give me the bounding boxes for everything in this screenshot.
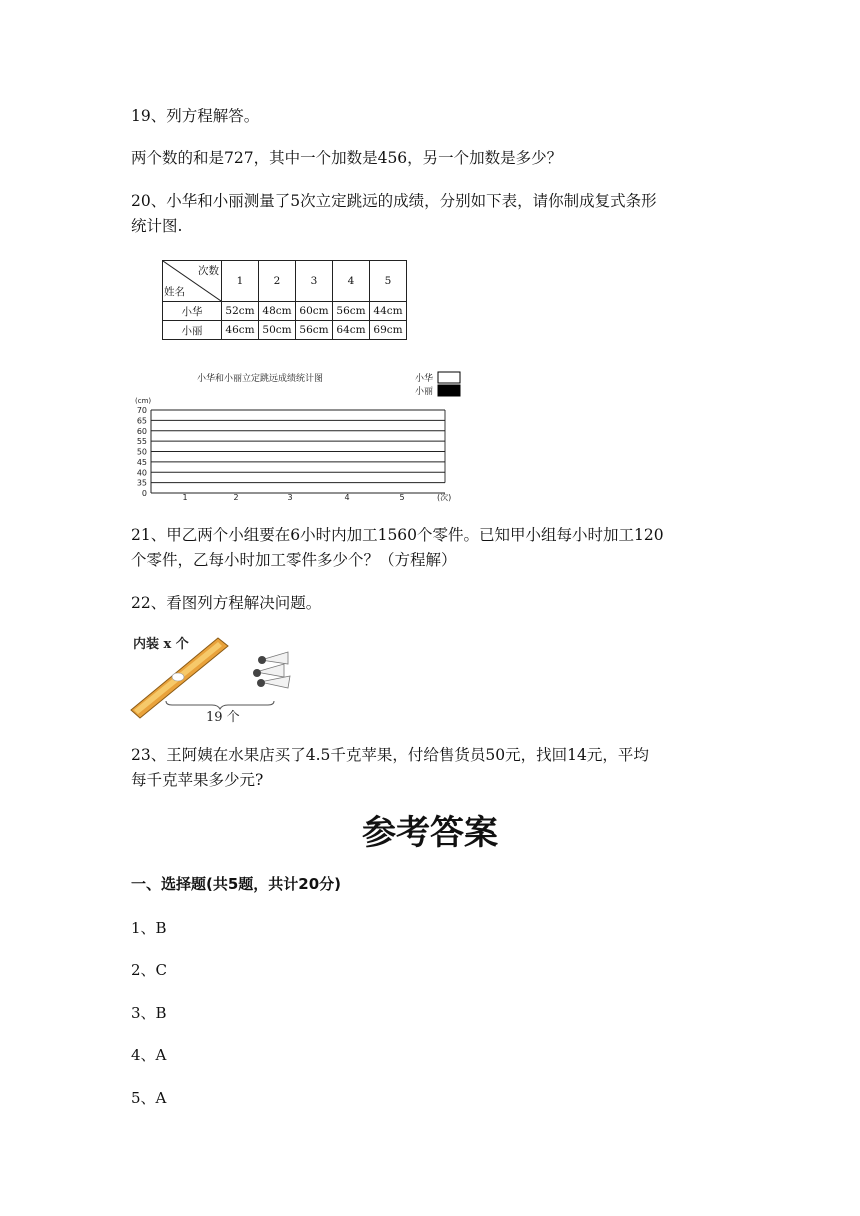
table-cell: 52cm xyxy=(222,302,259,321)
table-row xyxy=(163,302,407,321)
x-tick-label: 3 xyxy=(287,493,293,502)
q21-line1: 21、甲乙两个小组要在6小时内加工1560个零件。已知甲小组每小时加工120 xyxy=(131,526,664,544)
x-tick-label: 5 xyxy=(399,493,405,502)
shuttlecock-icon xyxy=(253,652,290,688)
y-tick-label: 45 xyxy=(136,457,147,467)
y-tick-label: 70 xyxy=(136,406,147,415)
row-name: 小华 xyxy=(163,302,222,321)
tube-label: 内装 x 个 xyxy=(133,637,189,652)
y-tick-label: 50 xyxy=(136,447,147,457)
table-cell: 60cm xyxy=(296,302,333,321)
y-tick-label: 35 xyxy=(136,478,147,488)
table-cell: 56cm xyxy=(333,302,370,321)
table-cell: 50cm xyxy=(259,321,296,340)
q20-line1: 20、小华和小丽测量了5次立定跳远的成绩，分别如下表，请你制成复式条形 xyxy=(131,192,657,210)
row-name: 小丽 xyxy=(163,321,222,340)
answer-item: 1、B xyxy=(131,919,167,937)
y-tick-label: 60 xyxy=(136,426,147,436)
table-corner-cell xyxy=(163,261,222,302)
x-tick-label: 2 xyxy=(233,493,239,502)
q23-line1: 23、王阿姨在水果店买了4.5千克苹果，付给售货员50元，找回14元，平均 xyxy=(131,746,649,764)
chart-title: 小华和小丽立定跳远成绩统计图 xyxy=(197,374,324,384)
table-cell: 46cm xyxy=(222,321,259,340)
column-header: 5 xyxy=(370,261,407,302)
answer-section-heading: 一、选择题(共5题，共计20分) xyxy=(131,875,342,893)
table-cell: 56cm xyxy=(296,321,333,340)
y-tick-label: 0 xyxy=(141,489,147,498)
corner-bottom-label: 姓名 xyxy=(164,286,185,298)
corner-top-label: 次数 xyxy=(198,265,219,277)
x-tick-label: 4 xyxy=(344,493,350,502)
legend-swatch xyxy=(438,372,460,383)
q19-body: 两个数的和是727，其中一个加数是456，另一个加数是多少？ xyxy=(131,149,563,167)
score-table xyxy=(162,260,407,340)
column-header: 4 xyxy=(333,261,370,302)
x-axis-unit: (次) xyxy=(437,493,452,502)
table-cell: 64cm xyxy=(333,321,370,340)
table-row xyxy=(163,321,407,340)
badminton-tube-picture xyxy=(128,630,313,725)
legend-label: 小华 xyxy=(415,374,434,384)
answer-title: 参考答案 xyxy=(362,813,498,853)
brace xyxy=(166,701,274,709)
column-header: 3 xyxy=(296,261,333,302)
q19-title: 19、列方程解答。 xyxy=(131,107,260,125)
q20-line2: 统计图. xyxy=(131,217,183,235)
q21-line2: 个零件，乙每小时加工零件多少个？（方程解） xyxy=(131,551,457,569)
column-header: 1 xyxy=(222,261,259,302)
legend-label: 小丽 xyxy=(415,387,434,397)
brace-label: 19 个 xyxy=(206,710,240,725)
x-tick-label: 1 xyxy=(182,493,188,502)
q23-line2: 每千克苹果多少元? xyxy=(131,771,264,789)
column-header: 2 xyxy=(259,261,296,302)
q22-title: 22、看图列方程解决问题。 xyxy=(131,594,322,612)
y-axis-unit: (cm) xyxy=(135,397,152,405)
y-tick-label: 55 xyxy=(136,437,147,447)
answer-item: 3、B xyxy=(131,1004,167,1022)
answer-item: 5、A xyxy=(131,1089,167,1107)
table-cell: 69cm xyxy=(370,321,407,340)
answer-item: 2、C xyxy=(131,961,168,979)
blank-bar-chart xyxy=(125,365,470,505)
y-tick-label: 40 xyxy=(136,468,147,478)
table-cell: 48cm xyxy=(259,302,296,321)
legend-swatch xyxy=(438,385,460,396)
answer-item: 4、A xyxy=(131,1046,167,1064)
y-tick-label: 65 xyxy=(136,416,147,426)
table-cell: 44cm xyxy=(370,302,407,321)
